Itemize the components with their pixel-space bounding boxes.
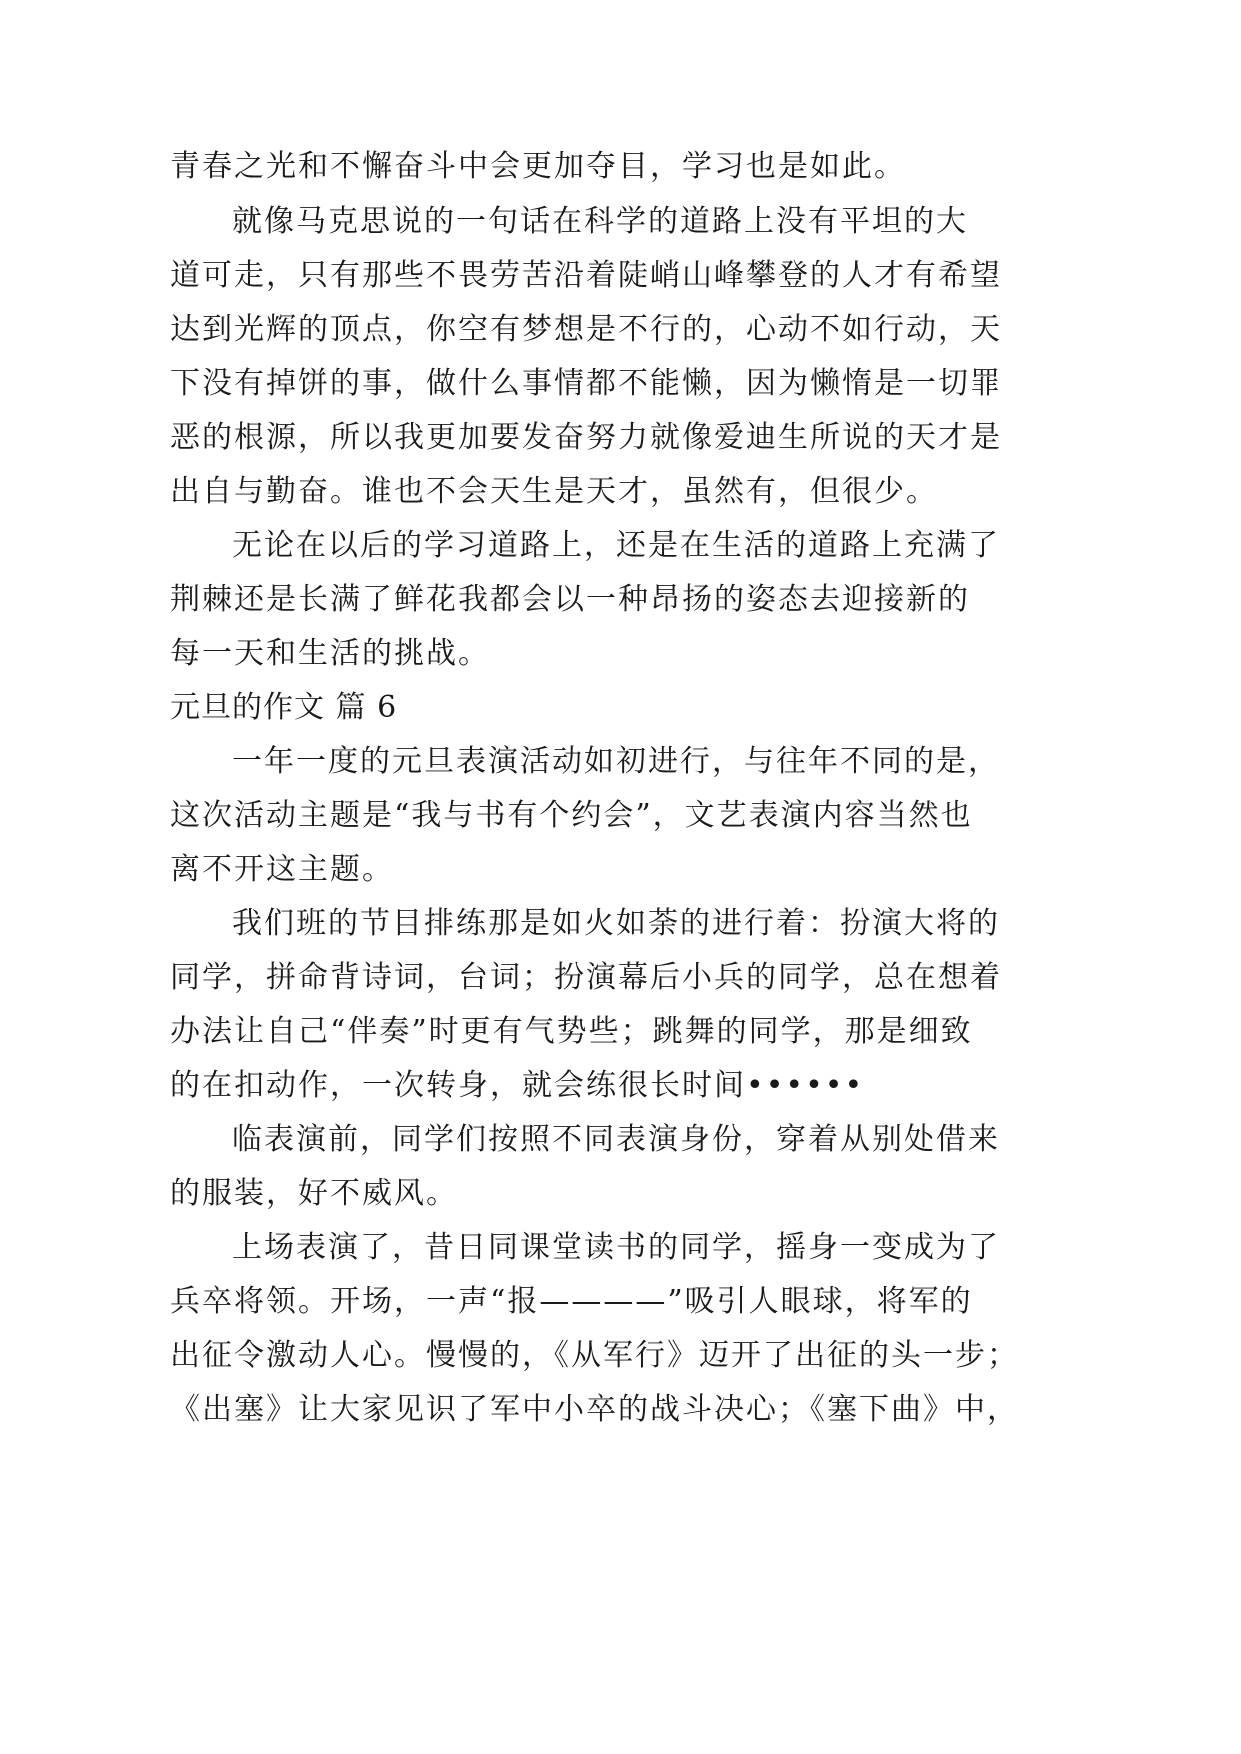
text-line: 出征令激动人心。慢慢的，《从军行》迈开了出征的头一步； <box>170 1338 1019 1373</box>
text-line: 无论在以后的学习道路上，还是在生活的道路上充满了 <box>232 528 1000 563</box>
text-line: 道可走，只有那些不畏劳苦沿着陡峭山峰攀登的人才有希望 <box>170 258 1002 293</box>
text-line: 上场表演了，昔日同课堂读书的同学，摇身一变成为了 <box>232 1230 1000 1265</box>
text-line: 荆棘还是长满了鲜花我都会以一种昂扬的姿态去迎接新的 <box>170 582 970 617</box>
text-line: 这次活动主题是“我与书有个约会”，文艺表演内容当然也 <box>170 798 973 833</box>
text-line: 就像马克思说的一句话在科学的道路上没有平坦的大 <box>232 204 968 239</box>
text-line: 的服装，好不威风。 <box>170 1176 458 1211</box>
text-line: 达到光辉的顶点，你空有梦想是不行的，心动不如行动，天 <box>170 312 1002 347</box>
text-line: 下没有掉饼的事，做什么事情都不能懒，因为懒惰是一切罪 <box>170 366 1002 401</box>
text-line: 出自与勤奋。谁也不会天生是天才，虽然有，但很少。 <box>170 474 938 509</box>
text-line: 我们班的节目排练那是如火如荼的进行着：扮演大将的 <box>232 906 1000 941</box>
text-line: 青春之光和不懈奋斗中会更加夺目，学习也是如此。 <box>170 149 906 184</box>
text-line: 离不开这主题。 <box>170 852 394 887</box>
text-line: 临表演前，同学们按照不同表演身份，穿着从别处借来 <box>232 1122 1000 1157</box>
text-line: 一年一度的元旦表演活动如初进行，与往年不同的是， <box>232 744 1000 779</box>
text-line: 兵卒将领。开场，一声“报————”吸引人眼球，将军的 <box>170 1284 973 1319</box>
text-line: 的在扣动作，一次转身，就会练很长时间•••••• <box>170 1068 865 1103</box>
text-line: 恶的根源，所以我更加要发奋努力就像爱迪生所说的天才是 <box>170 420 1002 455</box>
text-line: 每一天和生活的挑战。 <box>170 636 490 671</box>
section-heading: 元旦的作文 篇 6 <box>170 690 398 725</box>
text-line: 同学，拼命背诗词，台词；扮演幕后小兵的同学，总在想着 <box>170 960 1002 995</box>
text-line: 《出塞》让大家见识了军中小卒的战斗决心；《塞下曲》中， <box>170 1392 1019 1427</box>
text-line: 办法让自己“伴奏”时更有气势些；跳舞的同学，那是细致 <box>170 1014 973 1049</box>
